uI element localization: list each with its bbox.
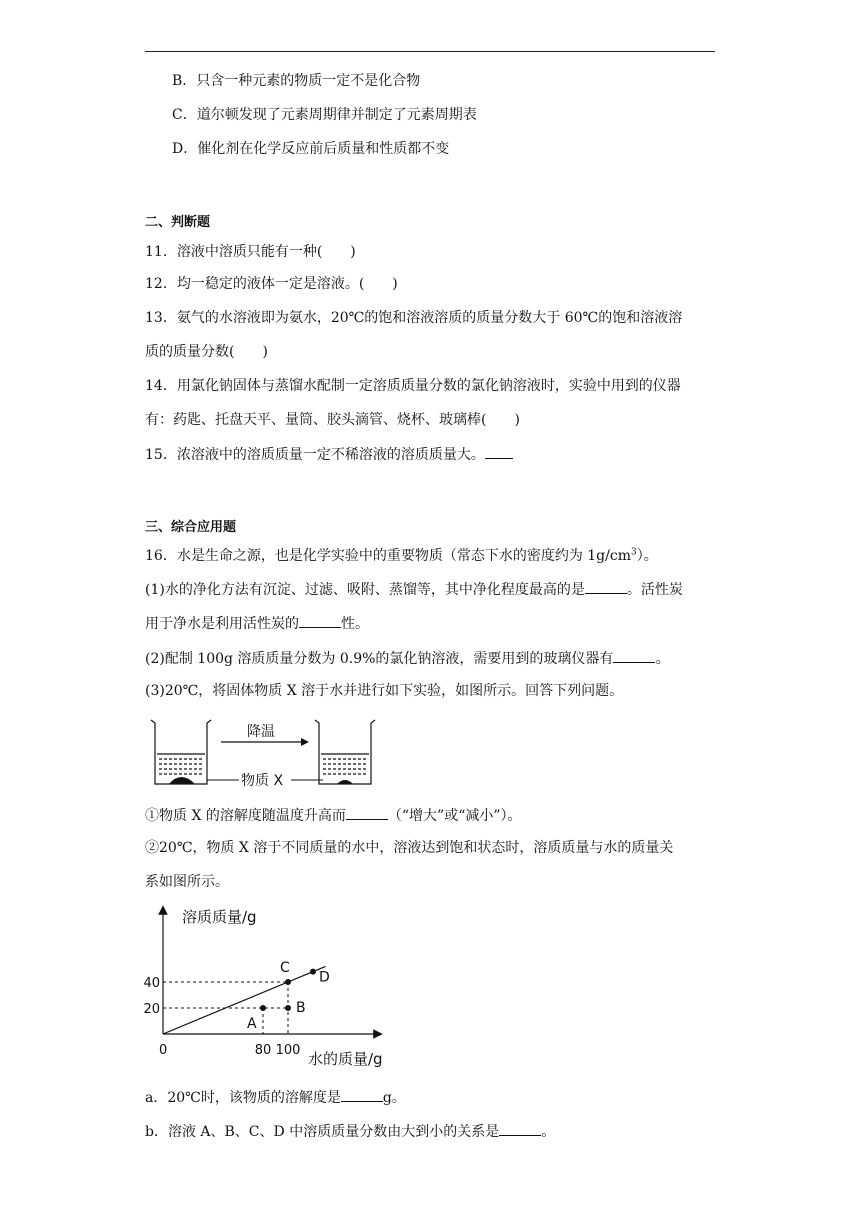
sub-question-1-text: ①物质 X 的溶解度随温度升高而	[145, 808, 346, 824]
x-axis-label: 水的质量/g	[308, 1050, 383, 1068]
part-2	[145, 648, 669, 669]
question-13-line-1: 13．氨气的水溶液即为氨水，20℃的饱和溶液溶质的质量分数大于 60℃的饱和溶液溶	[145, 310, 683, 326]
left-beaker	[151, 720, 211, 784]
x-tick-label: 100	[275, 1043, 301, 1058]
q16-intro-end: ）。	[636, 548, 658, 564]
answer-blank	[585, 579, 627, 594]
point-b	[285, 1005, 291, 1011]
part-3: (3)20℃，将固体物质 X 溶于水并进行如下实验，如图所示。回答下列问题。	[145, 683, 624, 699]
part-1-line-2	[145, 613, 369, 634]
answer-blank	[485, 444, 513, 459]
question-b-text: b．溶液 A、B、C、D 中溶质质量分数由大到小的关系是	[145, 1124, 500, 1140]
question-14-line-1: 14．用氯化钠固体与蒸馏水配制一定溶质质量分数的氯化钠溶液时，实验中用到的仪器	[145, 378, 681, 394]
option-b: B．只含一种元素的物质一定不是化合物	[172, 73, 421, 89]
top-rule	[145, 51, 715, 52]
question-14-line-2: 有：药匙、托盘天平、量筒、胶头滴管、烧杯、玻璃棒( )	[145, 412, 520, 428]
question-a-text: a．20℃时，该物质的溶解度是	[145, 1090, 341, 1106]
cooling-label: 降温	[247, 724, 275, 740]
point-label-d: D	[319, 969, 330, 986]
option-c: C．道尔顿发现了元素周期律并制定了元素周期表	[172, 107, 477, 123]
part-1-text-end: 。活性炭	[626, 582, 683, 598]
sub-question-2-line-2: 系如图所示。	[145, 874, 229, 890]
q16-superscript: 3	[630, 547, 637, 558]
beaker-experiment-figure	[145, 712, 385, 794]
question-12: 12．均一稳定的液体一定是溶液。( )	[145, 276, 398, 292]
question-a-end: g。	[382, 1090, 406, 1106]
right-beaker	[315, 720, 375, 784]
q16-intro-text: 16．水是生命之源，也是化学实验中的重要物质（常态下水的密度约为 1g/cm	[145, 548, 631, 564]
part-2-text: (2)配制 100g 溶质质量分数为 0.9%的氯化钠溶液，需要用到的玻璃仪器有	[145, 651, 614, 667]
point-label-a: A	[247, 1016, 257, 1032]
point-c	[285, 979, 291, 985]
answer-blank	[299, 613, 341, 628]
answer-blank	[346, 805, 388, 820]
question-15-text: 15．浓溶液中的溶质质量一定不稀溶液的溶质质量大。	[145, 447, 485, 463]
question-b-end: 。	[541, 1124, 556, 1140]
answer-blank	[341, 1087, 383, 1102]
point-label-c: C	[280, 960, 290, 976]
sub-question-2-line-1: ②20℃，物质 X 溶于不同质量的水中，溶液达到饱和状态时，溶质质量与水的质量关	[145, 840, 674, 856]
solid-x-left	[169, 777, 195, 784]
section-2-title: 二、判断题	[145, 215, 211, 230]
arrow-head	[301, 738, 309, 746]
option-d: D．催化剂在化学反应前后质量和性质都不变	[172, 141, 450, 157]
point-label-b: B	[296, 1000, 306, 1016]
point-d	[310, 969, 316, 975]
question-a	[145, 1087, 406, 1108]
answer-blank	[613, 648, 655, 663]
y-axis-label: 溶质质量/g	[182, 908, 257, 926]
y-tick-label: 20	[143, 1002, 160, 1017]
point-a	[260, 1005, 266, 1011]
substance-x-label: 物质 X	[241, 773, 284, 789]
part-1-text: (1)水的净化方法有沉淀、过滤、吸附、蒸馏等，其中净化程度最高的是	[145, 582, 585, 598]
answer-blank	[499, 1121, 541, 1136]
x-tick-label: 80	[254, 1043, 272, 1058]
part-1-line-1	[145, 579, 683, 600]
question-b	[145, 1121, 555, 1142]
origin-label: 0	[159, 1043, 168, 1058]
solubility-chart	[140, 904, 400, 1074]
question-15	[145, 444, 513, 465]
part-2-end: 。	[655, 651, 670, 667]
y-tick-label: 40	[143, 976, 160, 991]
sub-question-1-end: （“增大”或“减小”）。	[387, 808, 522, 824]
question-11: 11．溶液中溶质只能有一种( )	[145, 244, 356, 260]
question-13-line-2: 质的质量分数( )	[145, 344, 268, 360]
sub-question-1	[145, 805, 522, 826]
part-1-line-2-end: 性。	[341, 616, 369, 632]
part-1-line-2-text: 用于净水是利用活性炭的	[145, 616, 299, 632]
section-3-title: 三、综合应用题	[145, 520, 237, 535]
solid-x-right	[337, 780, 353, 784]
question-16-intro	[145, 546, 658, 566]
